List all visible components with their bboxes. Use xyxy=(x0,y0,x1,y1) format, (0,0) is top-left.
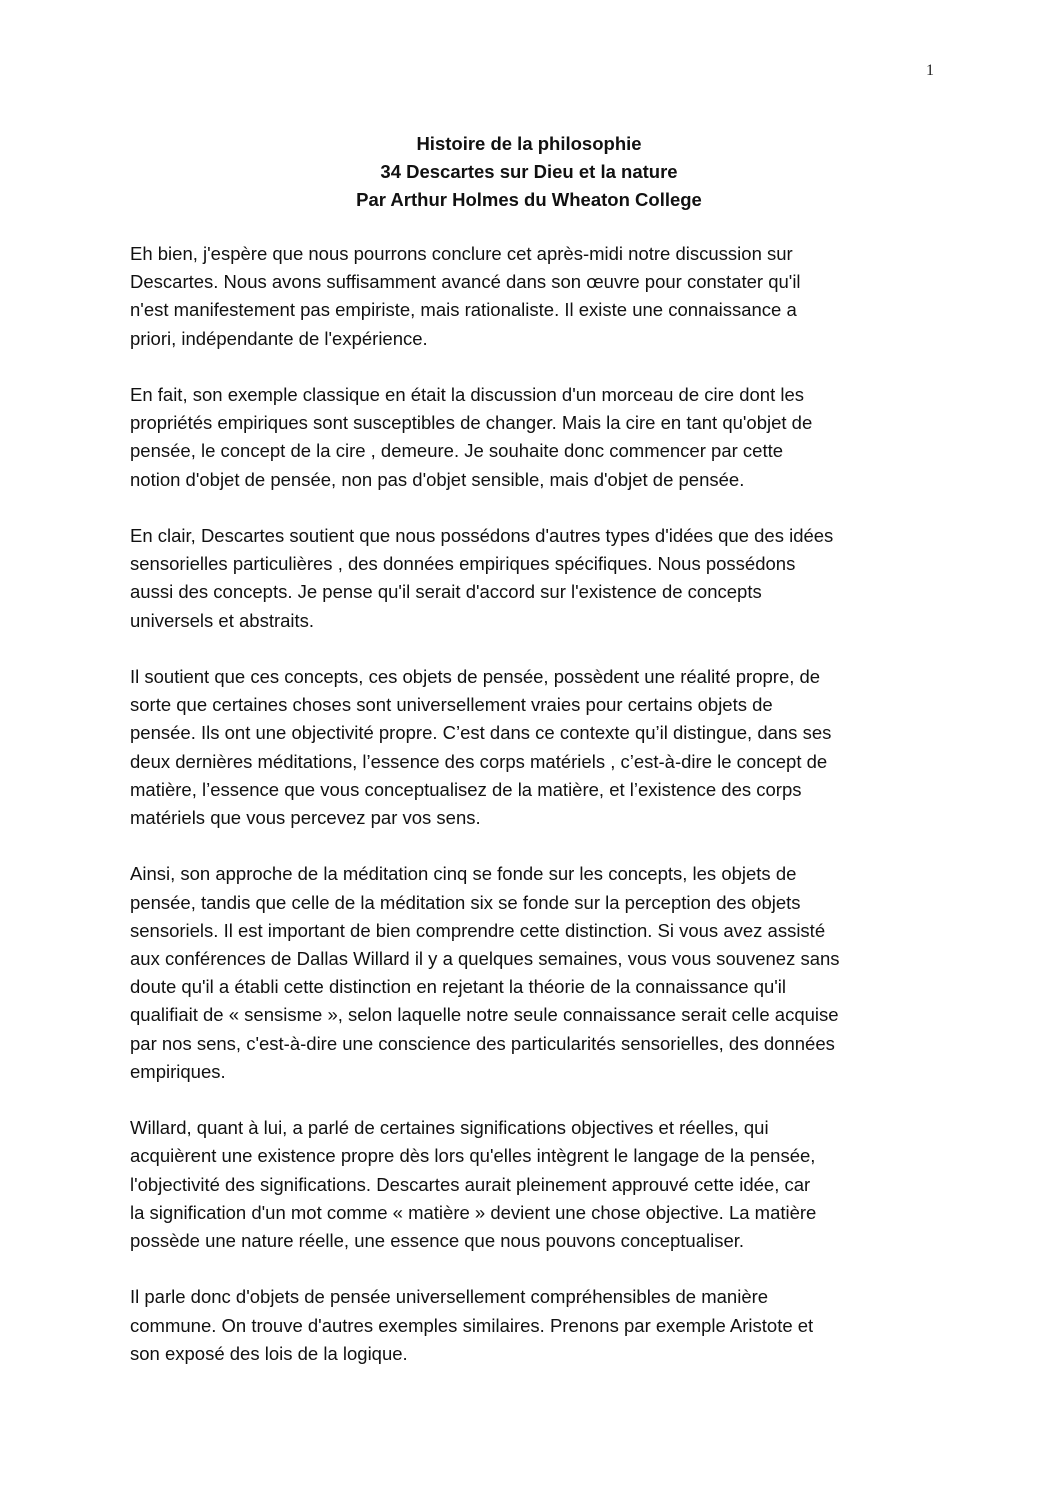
paragraph-line: commune. On trouve d'autres exemples similaires. Prenons par exemple Aristote et xyxy=(130,1314,814,1336)
title-author: Par Arthur Holmes du Wheaton College xyxy=(356,189,702,210)
paragraph-line: sensoriels. Il est important de bien comprendre cette distinction. Si vous avez assisté xyxy=(130,919,826,941)
paragraph-line: possède une nature réelle, une essence que nous pouvons conceptualiser. xyxy=(130,1230,745,1252)
paragraph xyxy=(130,522,930,635)
paragraph-line: par nos sens, c'est-à-dire une conscience des particularités sensorielles, des données xyxy=(130,1032,835,1054)
paragraph-line: universels et abstraits. xyxy=(130,609,315,631)
paragraph-line: pensée. Ils ont une objectivité propre. C’est dans ce contexte qu’il distingue, dans ses xyxy=(130,722,832,744)
paragraph-line: deux dernières méditations, l’essence des corps matériels , c’est-à-dire le concept de xyxy=(130,750,828,772)
paragraph-line: doute qu'il a établi cette distinction en rejetant la théorie de la connaissance qu'il xyxy=(130,976,787,998)
paragraph-line: matériels que vous percevez par vos sens. xyxy=(130,807,481,829)
paragraph-line: pensée, tandis que celle de la méditation six se fonde sur la perception des objets xyxy=(130,891,801,913)
paragraph xyxy=(130,1283,930,1368)
paragraph-line: Ainsi, son approche de la méditation cinq se fonde sur les concepts, les objets de xyxy=(130,863,797,885)
title-series: Histoire de la philosophie xyxy=(416,133,642,154)
paragraph-line: Descartes. Nous avons suffisamment avancé dans son œuvre pour constater qu'il xyxy=(130,271,801,293)
paragraph-line: son exposé des lois de la logique. xyxy=(130,1342,408,1364)
paragraph-line: aux conférences de Dallas Willard il y a quelques semaines, vous vous souvenez sans xyxy=(130,948,840,970)
document-body xyxy=(130,240,930,1396)
paragraph-line: Il soutient que ces concepts, ces objets de pensée, possèdent une réalité propre, de xyxy=(130,666,821,687)
paragraph-line: sensorielles particulières , des données empiriques spécifiques. Nous possédons xyxy=(130,553,796,575)
paragraph-line: En fait, son exemple classique en était la discussion d'un morceau de cire dont les xyxy=(130,384,805,405)
paragraph-line: Il parle donc d'objets de pensée universellement compréhensibles de manière xyxy=(130,1286,769,1308)
paragraph-line: empiriques. xyxy=(130,1060,226,1082)
paragraph-line: notion d'objet de pensée, non pas d'objet sensible, mais d'objet de pensée. xyxy=(130,468,745,490)
paragraph xyxy=(130,1114,930,1255)
paragraph xyxy=(130,381,930,494)
paragraph-line: Willard, quant à lui, a parlé de certaines significations objectives et réelles, qui xyxy=(130,1117,769,1139)
paragraph-line: n'est manifestement pas empiriste, mais rationaliste. Il existe une connaissance a xyxy=(130,299,797,321)
paragraph-line: sorte que certaines choses sont universellement vraies pour certains objets de xyxy=(130,694,773,716)
paragraph xyxy=(130,240,930,353)
paragraph-line: En clair, Descartes soutient que nous possédons d'autres types d'idées que des idées xyxy=(130,525,834,546)
paragraph-line: qualifiait de « sensisme », selon laquelle notre seule connaissance serait celle acquise xyxy=(130,1004,839,1026)
paragraph-line: propriétés empiriques sont susceptibles de changer. Mais la cire en tant qu'objet de xyxy=(130,412,813,434)
paragraph-line: l'objectivité des significations. Descartes aurait pleinement approuvé cette idée, car xyxy=(130,1173,811,1195)
paragraph-line: aussi des concepts. Je pense qu'il serait d'accord sur l'existence de concepts xyxy=(130,581,762,603)
paragraph-line: Eh bien, j'espère que nous pourrons conclure cet après-midi notre discussion sur xyxy=(130,243,793,264)
document-title xyxy=(0,130,1058,214)
paragraph-line: acquièrent une existence propre dès lors qu'elles intègrent le langage de la pensée, xyxy=(130,1145,816,1167)
paragraph-line: pensée, le concept de la cire , demeure. Je souhaite donc commencer par cette xyxy=(130,440,784,462)
paragraph xyxy=(130,860,930,1086)
paragraph-line: matière, l’essence que vous conceptualisez de la matière, et l’existence des corps xyxy=(130,778,802,800)
paragraph xyxy=(130,663,930,832)
paragraph-line: la signification d'un mot comme « matière » devient une chose objective. La matière xyxy=(130,1201,817,1223)
paragraph-line: priori, indépendante de l'expérience. xyxy=(130,327,428,349)
page-number: 1 xyxy=(926,62,934,79)
title-lecture: 34 Descartes sur Dieu et la nature xyxy=(380,161,678,182)
